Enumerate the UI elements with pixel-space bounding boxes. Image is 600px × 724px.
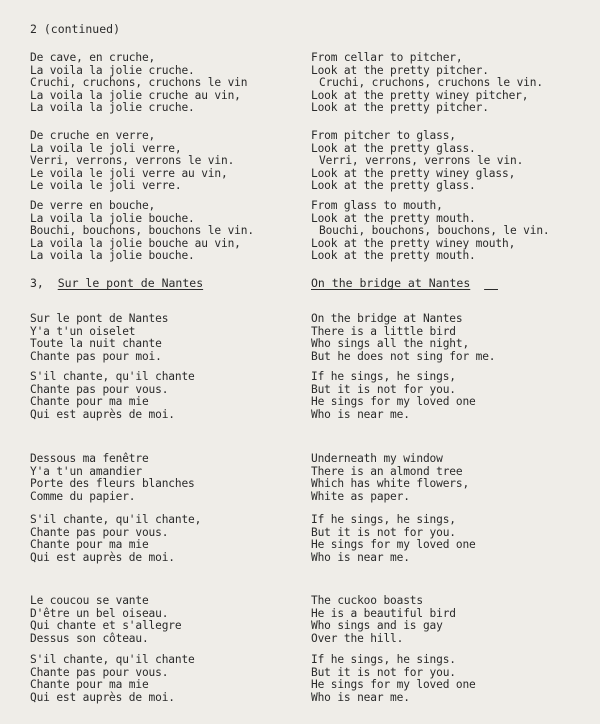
verse-line: Who is near me. [311, 690, 410, 704]
song3-title-en-text: On the bridge at Nantes [311, 276, 471, 290]
verse-line: From cellar to pitcher, [311, 51, 463, 64]
verse-line: Who sings all the night, [311, 337, 470, 350]
verse-line: Verri, verrons, verrons le vin. [319, 154, 524, 167]
verse-line: Le voila le joli verre au vin, [30, 166, 228, 180]
song-number: 3, [30, 276, 44, 290]
verse-line: He sings for my loved one [311, 538, 476, 551]
verse-line: Look at the pretty glass. [311, 179, 476, 192]
song3-fr-stanza-5 [30, 595, 181, 645]
verse-line: La voila la jolie bouche. [30, 249, 195, 262]
song3-en-stanza-1 [311, 313, 495, 363]
verse-line: From glass to mouth, [311, 199, 443, 212]
verse-line: Look at the pretty mouth. [311, 211, 476, 225]
verse-line: Porte des fleurs blanches [30, 477, 195, 490]
verse-line: La voila le joli verre, [30, 141, 182, 155]
song3-en-stanza-4 [311, 514, 476, 564]
song3-title-fr-text: Sur le pont de Nantes [57, 276, 204, 290]
verse-line: Underneath my window [311, 452, 443, 465]
song2-en-stanza-1 [311, 52, 543, 115]
verse-line: Y'a t'un amandier [30, 464, 142, 478]
verse-line: Y'a t'un oiselet [30, 324, 136, 338]
verse-line: Chante pour ma mie [30, 395, 149, 408]
verse-line: But it is not for you. [311, 665, 456, 679]
verse-line: There is a little bird [311, 324, 456, 338]
song2-fr-stanza-1 [30, 52, 247, 115]
song2-fr-stanza-2 [30, 130, 234, 193]
verse-line: But it is not for you. [311, 382, 456, 396]
verse-line: Le voila le joli verre. [30, 179, 182, 192]
verse-line: S'il chante, qu'il chante [30, 653, 195, 666]
verse-line: Qui est auprès de moi. [30, 550, 175, 564]
verse-line: Chante pas pour vous. [30, 525, 169, 539]
verse-line: Qui est auprès de moi. [30, 407, 175, 421]
page-header: 2 (continued) [30, 22, 121, 36]
verse-line: Look at the pretty mouth. [311, 249, 476, 262]
song3-fr-stanza-3 [30, 453, 195, 503]
verse-line: Who is near me. [311, 550, 410, 564]
verse-line: Sur le pont de Nantes [30, 312, 169, 325]
verse-line: La voila la jolie bouche au vin, [30, 236, 241, 250]
verse-line: Chante pas pour vous. [30, 665, 169, 679]
verse-line: If he sings, he sings. [311, 653, 456, 666]
verse-line: If he sings, he sings, [311, 370, 456, 383]
verse-line: De cruche en verre, [30, 129, 156, 142]
verse-line: Bouchi, bouchons, bouchons, le vin. [319, 224, 550, 237]
verse-line: Which has white flowers, [311, 477, 470, 490]
verse-line: If he sings, he sings, [311, 513, 456, 526]
verse-line: La voila la jolie cruche. [30, 63, 195, 77]
verse-line: He is a beautiful bird [311, 606, 456, 620]
verse-line: From pitcher to glass, [311, 129, 456, 142]
verse-line: Dessus son côteau. [30, 631, 149, 645]
verse-line: Qui est auprès de moi. [30, 690, 175, 704]
song3-fr-stanza-1 [30, 313, 168, 363]
song2-en-stanza-2 [311, 130, 523, 193]
verse-line: Le coucou se vante [30, 594, 149, 607]
verse-line: Look at the pretty winey glass, [311, 166, 516, 180]
verse-line: Chante pas pour vous. [30, 382, 169, 396]
verse-line: Cruchi, cruchons, cruchons le vin [30, 76, 248, 89]
song2-fr-stanza-3 [30, 200, 254, 263]
verse-line: Toute la nuit chante [30, 337, 162, 350]
verse-line: Look at the pretty pitcher. [311, 101, 489, 114]
verse-line: Dessous ma fenêtre [30, 452, 149, 465]
verse-line: Who sings and is gay [311, 619, 443, 632]
song3-en-stanza-3 [311, 453, 469, 503]
verse-line: Over the hill. [311, 631, 404, 645]
song3-fr-stanza-2 [30, 371, 195, 421]
verse-line: Look at the pretty winey pitcher, [311, 88, 529, 102]
verse-line: La voila la jolie cruche. [30, 101, 195, 114]
verse-line: De verre en bouche, [30, 199, 156, 212]
verse-line: Comme du papier. [30, 489, 136, 503]
song3-en-stanza-5 [311, 595, 456, 645]
verse-line: He sings for my loved one [311, 395, 476, 408]
verse-line: S'il chante, qu'il chante, [30, 513, 202, 526]
verse-line: Chante pour ma mie [30, 538, 149, 551]
verse-line: De cave, en cruche, [30, 51, 156, 64]
verse-line: La voila la jolie bouche. [30, 211, 195, 225]
verse-line: But it is not for you. [311, 525, 456, 539]
verse-line: Verri, verrons, verrons le vin. [30, 154, 235, 167]
song3-title-french [30, 277, 203, 290]
verse-line: White as paper. [311, 489, 410, 503]
verse-line: Look at the pretty pitcher. [311, 63, 489, 77]
verse-line: Qui chante et s'allegre [30, 619, 182, 632]
song3-fr-stanza-6 [30, 654, 195, 704]
song2-en-stanza-3 [311, 200, 550, 263]
verse-line: La voila la jolie cruche au vin, [30, 88, 241, 102]
verse-line: Cruchi, cruchons, cruchons le vin. [319, 76, 543, 89]
verse-line: There is an almond tree [311, 464, 463, 478]
song3-en-stanza-2 [311, 371, 476, 421]
song3-en-stanza-6 [311, 654, 476, 704]
song3-title-english [311, 277, 498, 290]
verse-line: He sings for my loved one [311, 678, 476, 691]
verse-line: But he does not sing for me. [311, 349, 496, 363]
verse-line: Chante pas pour moi. [30, 349, 162, 363]
verse-line: Chante pour ma mie [30, 678, 149, 691]
verse-line: Who is near me. [311, 407, 410, 421]
verse-line: Bouchi, bouchons, bouchons le vin. [30, 224, 254, 237]
verse-line: Look at the pretty winey mouth, [311, 236, 516, 250]
verse-line: Look at the pretty glass. [311, 141, 476, 155]
verse-line: S'il chante, qu'il chante [30, 370, 195, 383]
song3-fr-stanza-4 [30, 514, 201, 564]
verse-line: The cuckoo boasts [311, 594, 423, 607]
verse-line: On the bridge at Nantes [311, 312, 463, 325]
verse-line: D'être un bel oiseau. [30, 606, 169, 620]
